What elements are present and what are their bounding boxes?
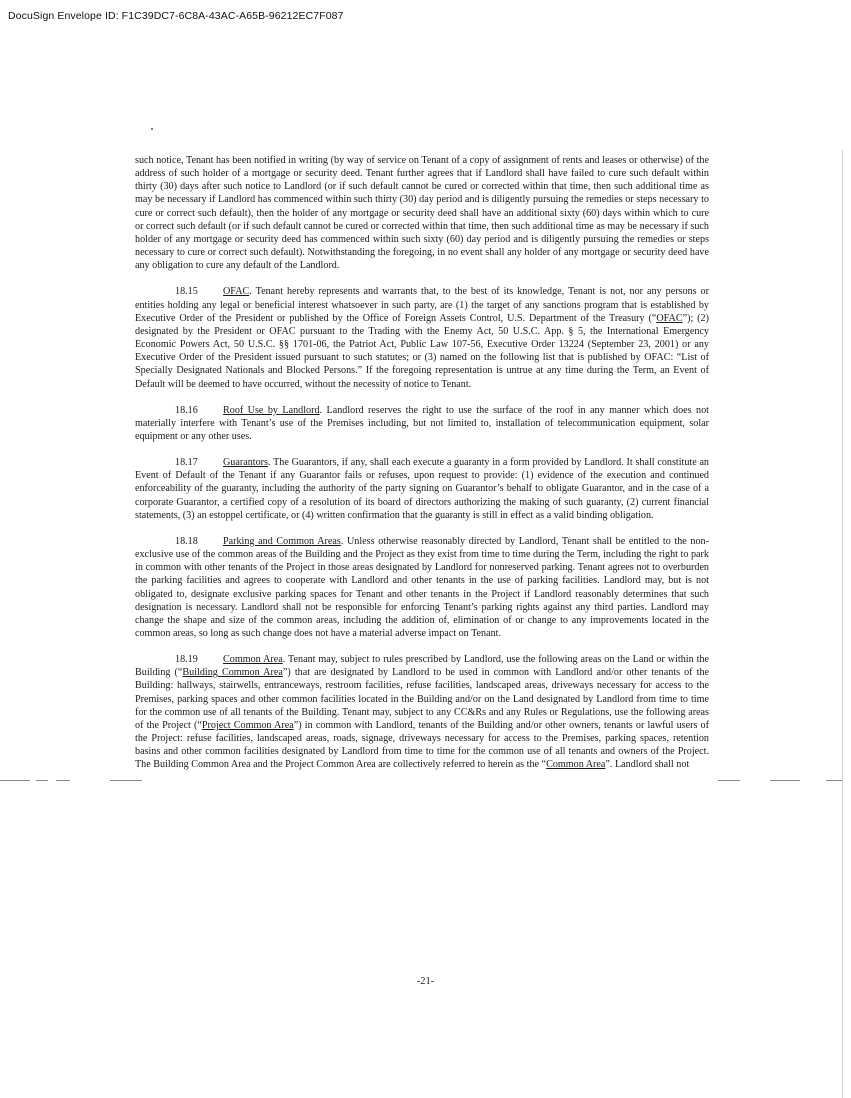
intro-paragraph <box>135 154 709 272</box>
section-18-19 <box>135 653 709 771</box>
section-18-15-text-a: . Tenant hereby represents and warrants that, to the best of its knowledge, Tenant is not, nor any persons or entities holding any legal or beneficial interest whatsoever in such party, are (1) the target of any sanctions program that is established by Executive Order of the President or published by the Office of Foreign Assets Control, U.S. Department of the Treasury (“ <box>135 286 709 324</box>
scan-line-right-3 <box>826 780 842 781</box>
section-18-15-term: OFAC <box>656 312 683 324</box>
scan-line-right-2 <box>770 780 800 781</box>
page-number: -21- <box>416 976 435 987</box>
section-18-17-title: Guarantors <box>223 457 268 469</box>
section-18-19-text-b: ”) that are designated by Landlord to be used in common with Landlord and/or other tenants of the Building: hallways, stairwells, entranceways, restroom facilities, refuse facilities, landscaped areas, driveways necessary for access to the Premises, parking spaces and other common facilities located in the Building and/or on the Land designated by Landlord from time to time for the common use of all tenants of the Building. Tenant may, subject to any CC&Rs and any Rules or Regulations, use the following areas of the Project (“ <box>135 667 710 731</box>
section-18-16-text: . Landlord reserves the right to use the surface of the roof in any manner which does not materially interfere with Tenant’s use of the Premises including, but not limited to, installation of telecommunication equipment, solar equipment or any other uses. <box>135 404 709 442</box>
scan-line-left-1 <box>0 780 30 781</box>
section-18-15-number: 18.15 <box>175 286 198 298</box>
section-18-19-term-project-common-area: Project Common Area <box>201 719 294 731</box>
scan-line-left-2 <box>36 780 48 781</box>
scan-right-edge <box>842 150 843 1098</box>
scan-speck <box>151 128 153 130</box>
intro-text: such notice, Tenant has been notified in writing (by way of service on Tenant of a copy of assignment of rents and leases or otherwise) of the address of such holder of a mortgage or security deed. Tenant further agrees that if Landlord shall have failed to cure such default within thirty (30) days after such notice to Landlord (or if such default cannot be cured or corrected within that time, then such additional time as may be necessary if Landlord has commenced within such thirty (30) day period and is diligently pursuing the remedies or steps necessary to cure or correct such default), then the holder of any mortgage or security deed shall have an additional sixty (60) days within which to cure or correct such default (or if such default cannot be cured or corrected within that time, then such additional time as may be necessary if such holder of any mortgage or security deed has commenced within such sixty (60) day period and is diligently pursuing the remedies or steps necessary to cure or correct such default). Notwithstanding the foregoing, in no event shall any holder of any mortgage or security deed have any obligation to cure any default of the Landlord. <box>135 155 709 272</box>
section-18-16 <box>135 404 709 443</box>
scan-line-left-4 <box>110 780 142 781</box>
section-18-18-text: . Unless otherwise reasonably directed by Landlord, Tenant shall be entitled to the non-exclusive use of the common areas of the Building and the Project as they exist from time to time during the Term, including the right to park in common with other tenants of the Project in those areas designated by Landlord for nonreserved parking. Tenant agrees not to overburden the parking facilities and agrees to cooperate with Landlord and other tenants in the use of parking facilities. Landlord may, but is not obligated to, designate exclusive parking spaces for Tenant and other tenants in the Project if Landlord reasonably determines that such designation is necessary. Landlord shall not be responsible for enforcing Tenant’s parking rights against any third parties. Landlord may change the shape and size of the common areas, including the addition of, elimination of or change to any improvements located in the common areas, so long as such change does not have a material adverse impact on Tenant. <box>135 535 709 639</box>
section-18-19-text-d: ”. Landlord shall not <box>605 759 690 771</box>
section-18-15-title: OFAC <box>223 286 250 298</box>
section-18-17 <box>135 456 709 522</box>
section-18-18-number: 18.18 <box>175 535 198 547</box>
section-18-16-number: 18.16 <box>175 404 198 416</box>
section-18-17-number: 18.17 <box>175 457 198 469</box>
section-18-18-title: Parking and Common Areas <box>223 535 341 547</box>
section-18-19-term-common-area: Common Area <box>546 759 606 771</box>
section-18-16-title: Roof Use by Landlord <box>223 404 320 416</box>
section-18-17-text: . The Guarantors, if any, shall each execute a guaranty in a form provided by Landlord. It shall constitute an Event of Default of the Tenant if any Guarantor fails or refuses, upon request to provide: (1) evidence of the execution and continued enforceability of the guaranty, including the authority of the party signing on Guarantor’s behalf to obligate Guarantor, and in the case of a corporate Guarantor, a certified copy of a resolution of its board of directors authorizing the making of such guaranty, (2) current financial statements, (3) an estoppel certificate, or (4) written confirmation that the guaranty is still in effect as a valid binding obligation. <box>135 457 709 521</box>
envelope-id-header: DocuSign Envelope ID: F1C39DC7-6C8A-43AC-A65B-96212EC7F087 <box>8 10 344 22</box>
section-18-19-title: Common Area <box>223 654 283 666</box>
scan-line-left-3 <box>56 780 70 781</box>
section-18-19-number: 18.19 <box>175 654 198 666</box>
document-body <box>135 154 709 785</box>
section-18-19-text-a: . Tenant may, subject to rules prescribed by Landlord, use the following areas on the Land or within the Building (“ <box>135 654 709 679</box>
section-18-19-term-building-common-area: Building Common Area <box>182 667 283 679</box>
section-18-15 <box>135 285 709 390</box>
section-18-19-text-c: ”) in common with Landlord, tenants of the Building and/or other owners, tenants or lawful users of the Project: refuse facilities, landscaped areas, roads, signage, driveways necessary for access to the Premises, parking spaces, retention basins and other common facilities designated by Landlord from time to time for the common use of all tenants and owners of the Project. The Building Common Area and the Project Common Area are collectively referred to herein as the “ <box>135 719 709 771</box>
section-18-18 <box>135 535 709 640</box>
section-18-15-text-b: ”); (2) designated by the President or OFAC pursuant to the Trading with the Enemy Act, 50 U.S.C. App. § 5, the International Emergency Economic Powers Act, 50 U.S.C. §§ 1701-06, the Patriot Act, Public Law 107-56, Executive Order 13224 (September 23, 2001) or any Executive Order of the President issued pursuant to such statutes; or (3) named on the following list that is published by OFAC: “List of Specially Designated Nationals and Blocked Persons.” If the foregoing representation is untrue at any time during the Term, an Event of Default will be deemed to have occurred, without the necessity of notice to Tenant. <box>135 312 709 390</box>
scan-line-right-1 <box>718 780 740 781</box>
